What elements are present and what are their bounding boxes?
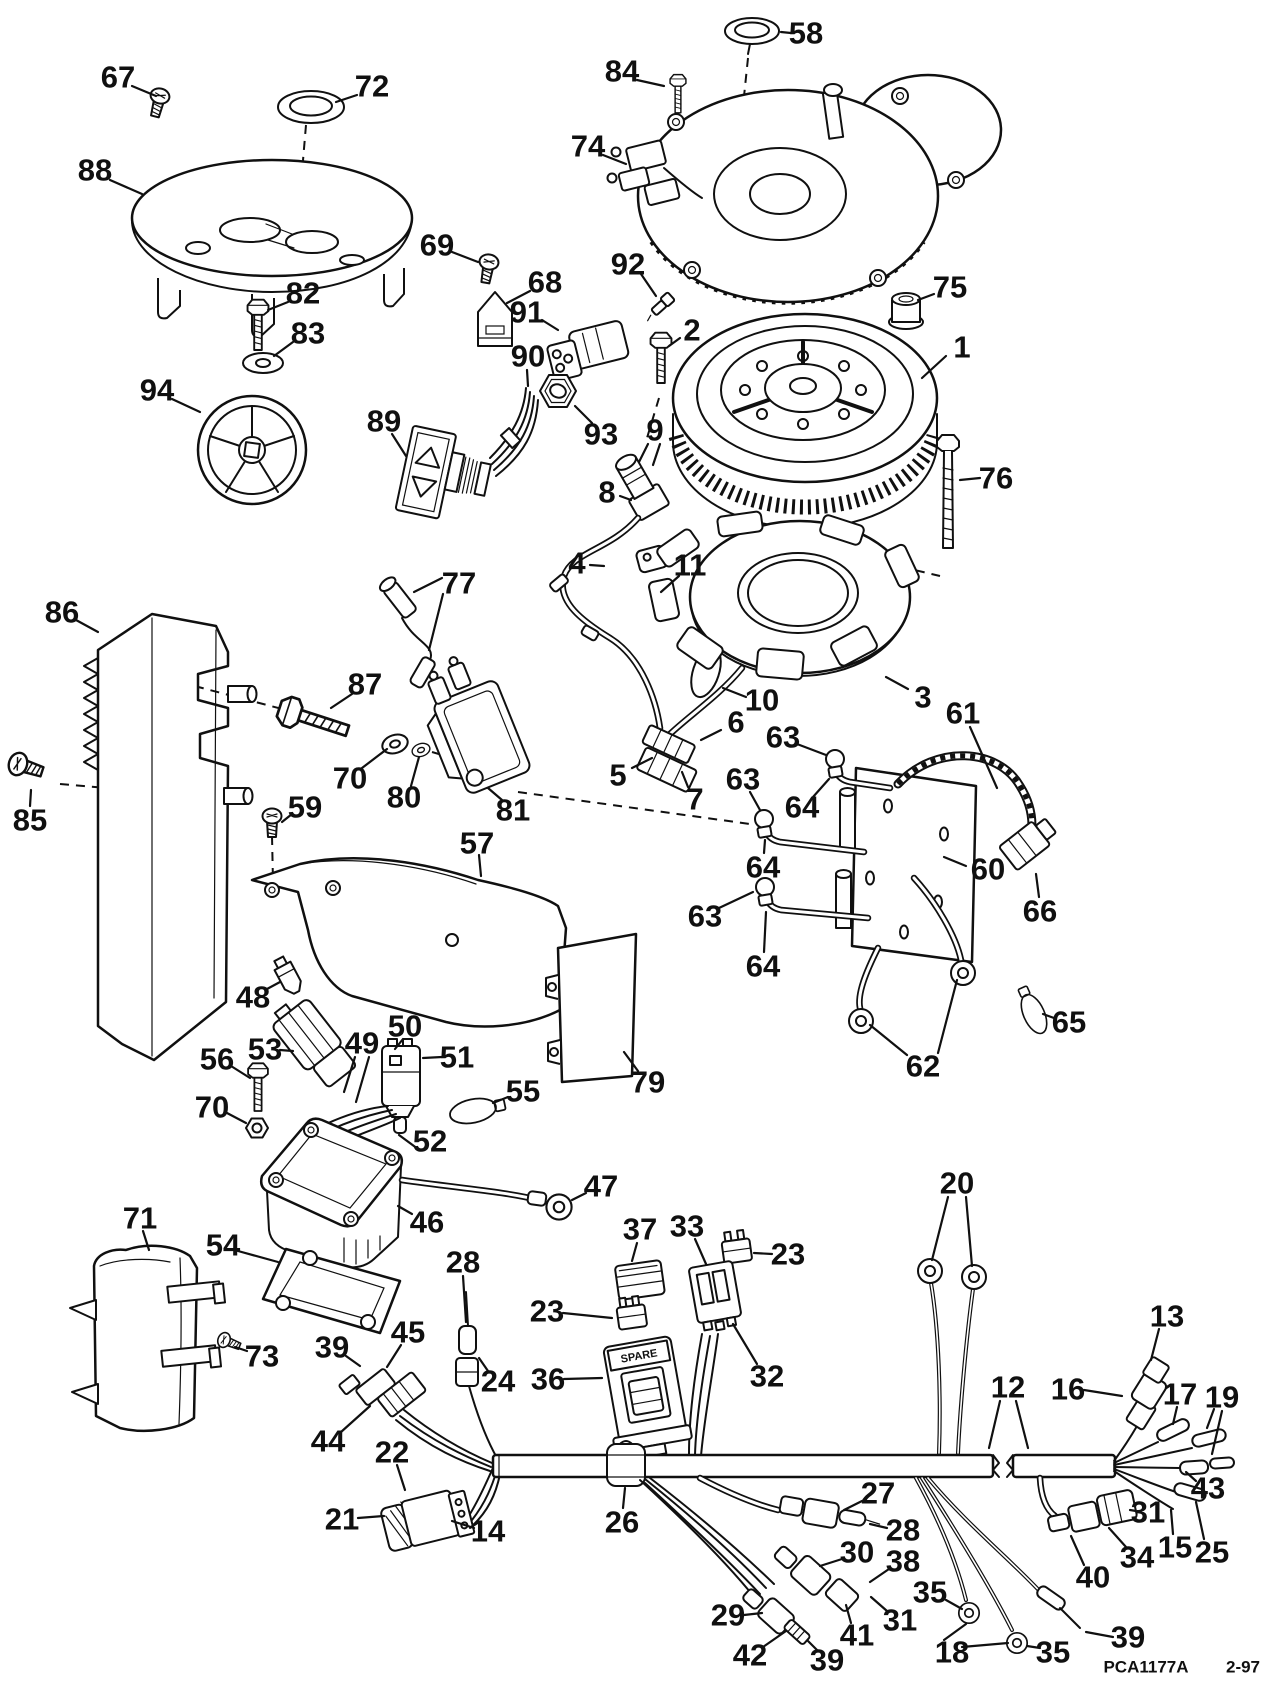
part-clamp-26 <box>607 1441 645 1486</box>
callout-11: 11 <box>673 547 707 583</box>
callout-53: 53 <box>247 1031 283 1067</box>
part-nut-70 <box>246 1119 268 1138</box>
callout-54: 54 <box>205 1227 241 1263</box>
callout-70: 70 <box>194 1089 230 1125</box>
callout-41: 41 <box>839 1617 875 1653</box>
part-terminal-board-60 <box>836 768 976 962</box>
callout-13: 13 <box>1149 1298 1185 1334</box>
callout-22: 22 <box>374 1434 410 1470</box>
callout-12: 12 <box>990 1369 1026 1405</box>
callout-35: 35 <box>1035 1634 1071 1670</box>
callout-71: 71 <box>122 1200 158 1236</box>
leader-36 <box>564 1378 602 1379</box>
callout-8: 8 <box>598 474 616 510</box>
callout-16: 16 <box>1050 1371 1086 1407</box>
callout-61: 61 <box>945 695 981 731</box>
callout-20: 20 <box>939 1165 975 1201</box>
callout-55: 55 <box>505 1073 541 1109</box>
callout-39: 39 <box>314 1329 350 1365</box>
callout-86: 86 <box>44 594 80 630</box>
part-cap-72 <box>278 91 344 123</box>
callout-64: 64 <box>784 789 820 825</box>
part-panel-79 <box>546 934 636 1082</box>
callout-46: 46 <box>409 1204 445 1240</box>
callout-2: 2 <box>683 312 701 348</box>
callout-79: 79 <box>630 1064 666 1100</box>
callout-92: 92 <box>610 246 646 282</box>
callout-85: 85 <box>12 802 48 838</box>
callout-26: 26 <box>604 1504 640 1540</box>
callout-63: 63 <box>687 898 723 934</box>
callout-80: 80 <box>386 779 422 815</box>
callout-32: 32 <box>749 1358 785 1394</box>
callout-3: 3 <box>914 679 932 715</box>
callout-15: 15 <box>1157 1529 1193 1565</box>
callout-30: 30 <box>839 1534 875 1570</box>
callout-9: 9 <box>646 412 664 448</box>
callout-10: 10 <box>744 682 780 718</box>
part-fuse-cover-37 <box>615 1260 665 1300</box>
callout-64: 64 <box>745 849 781 885</box>
callout-39: 39 <box>809 1642 845 1678</box>
callout-23: 23 <box>770 1236 806 1272</box>
part-nut-93 <box>540 375 576 407</box>
callout-1: 1 <box>953 329 971 365</box>
callout-39: 39 <box>1110 1619 1146 1655</box>
callout-29: 29 <box>710 1597 746 1633</box>
callout-74: 74 <box>570 128 606 164</box>
callout-25: 25 <box>1194 1534 1230 1570</box>
callout-33: 33 <box>669 1208 705 1244</box>
callout-18: 18 <box>934 1634 970 1670</box>
callout-23: 23 <box>529 1293 565 1329</box>
callout-91: 91 <box>509 294 545 330</box>
callout-36: 36 <box>530 1361 566 1397</box>
callout-60: 60 <box>970 851 1006 887</box>
callout-62: 62 <box>905 1048 941 1084</box>
callout-67: 67 <box>100 59 136 95</box>
callout-59: 59 <box>287 789 323 825</box>
callout-5: 5 <box>609 757 627 793</box>
callout-27: 27 <box>860 1475 896 1511</box>
callout-63: 63 <box>725 761 761 797</box>
callout-88: 88 <box>77 152 113 188</box>
callout-44: 44 <box>310 1423 346 1459</box>
part-harness-12 <box>493 1455 1115 1477</box>
callout-69: 69 <box>419 227 455 263</box>
callout-24: 24 <box>480 1363 516 1399</box>
callout-64: 64 <box>745 948 781 984</box>
part-grommet-75 <box>889 293 923 329</box>
callout-73: 73 <box>244 1338 280 1374</box>
callout-7: 7 <box>686 781 704 817</box>
callout-93: 93 <box>583 416 619 452</box>
callout-34: 34 <box>1119 1539 1155 1575</box>
callout-38: 38 <box>885 1543 921 1579</box>
callout-6: 6 <box>727 704 745 740</box>
callout-4: 4 <box>568 545 586 581</box>
callout-58: 58 <box>788 15 824 51</box>
callout-90: 90 <box>510 338 546 374</box>
callout-72: 72 <box>354 68 390 104</box>
callout-87: 87 <box>347 666 383 702</box>
callout-76: 76 <box>978 460 1014 496</box>
callout-84: 84 <box>604 53 640 89</box>
callout-57: 57 <box>459 825 495 861</box>
callout-31: 31 <box>1130 1494 1166 1530</box>
callout-63: 63 <box>765 719 801 755</box>
callout-45: 45 <box>390 1314 426 1350</box>
callout-65: 65 <box>1051 1004 1087 1040</box>
callout-50: 50 <box>387 1008 423 1044</box>
callout-75: 75 <box>932 269 968 305</box>
spare-fuse-label: SPARE <box>619 1347 659 1366</box>
callout-37: 37 <box>622 1211 658 1247</box>
callout-28: 28 <box>445 1244 481 1280</box>
callout-47: 47 <box>583 1168 619 1204</box>
callout-31: 31 <box>882 1602 918 1638</box>
callout-89: 89 <box>366 403 402 439</box>
callout-49: 49 <box>344 1025 380 1061</box>
callout-51: 51 <box>439 1039 475 1075</box>
callout-81: 81 <box>495 792 531 828</box>
callout-14: 14 <box>470 1513 506 1549</box>
footer-code: PCA1177A <box>1103 1657 1189 1677</box>
part-pulley-94 <box>198 396 306 504</box>
callout-40: 40 <box>1075 1559 1111 1595</box>
callout-42: 42 <box>732 1637 768 1673</box>
callout-52: 52 <box>412 1123 448 1159</box>
part-washer-83 <box>243 353 283 373</box>
callout-83: 83 <box>290 315 326 351</box>
callout-66: 66 <box>1022 893 1058 929</box>
callout-82: 82 <box>285 275 321 311</box>
callout-70: 70 <box>332 760 368 796</box>
callout-43: 43 <box>1190 1470 1226 1506</box>
callout-35: 35 <box>912 1574 948 1610</box>
leader-23 <box>754 1253 772 1254</box>
callout-94: 94 <box>139 372 175 408</box>
callout-56: 56 <box>199 1041 235 1077</box>
callout-68: 68 <box>527 264 563 300</box>
callout-21: 21 <box>324 1501 360 1537</box>
callout-48: 48 <box>235 979 271 1015</box>
leader-4 <box>590 565 604 566</box>
callout-19: 19 <box>1204 1379 1240 1415</box>
callout-77: 77 <box>441 565 477 601</box>
callout-28: 28 <box>885 1512 921 1548</box>
footer-date: 2-97 <box>1225 1657 1261 1677</box>
callout-17: 17 <box>1162 1376 1198 1412</box>
